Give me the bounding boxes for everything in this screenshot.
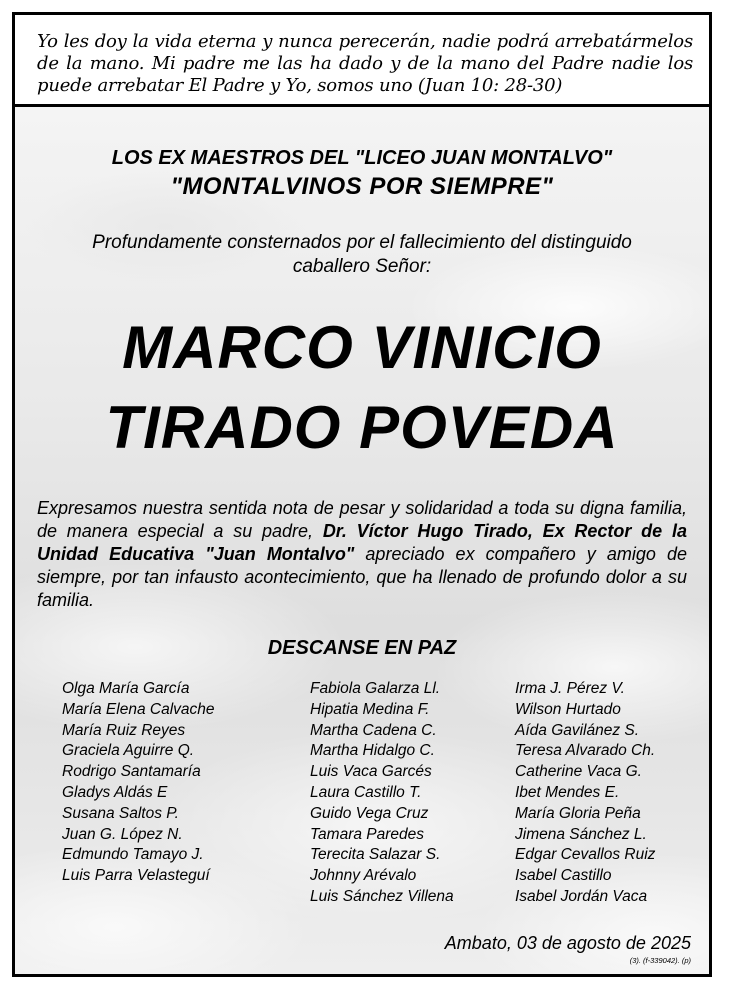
- intro-text: Profundamente consternados por el fallecimiento del distinguido caballero Señor:: [92, 232, 632, 277]
- signer: Martha Hidalgo C.: [310, 742, 435, 760]
- signer: Catherine Vaca G.: [515, 763, 642, 781]
- signer: Edgar Cevallos Ruiz: [515, 846, 656, 864]
- place-and-date: Ambato, 03 de agosto de 2025: [444, 933, 691, 953]
- signer: Jimena Sánchez L.: [515, 825, 647, 843]
- signer: María Gloria Peña: [515, 804, 641, 822]
- signer: Wilson Hurtado: [515, 700, 621, 718]
- obituary-notice: [12, 12, 712, 977]
- signer: María Elena Calvache: [62, 700, 215, 718]
- signer: Johnny Arévalo: [310, 867, 417, 885]
- deceased-first-names: MARCO VINICIO: [122, 314, 602, 381]
- organization-motto: "MONTALVINOS POR SIEMPRE": [170, 173, 554, 200]
- message-part2: apreciado ex compañero y amigo de siempre, por tan infausto acontecimiento, que ha llenado de profundo dolor a su familia.: [37, 544, 687, 610]
- signer: Luis Sánchez Villena: [310, 887, 454, 905]
- signer: Aída Gavilánez S.: [515, 721, 640, 739]
- signer: Juan G. López N.: [62, 825, 183, 843]
- signer: Isabel Castillo: [515, 867, 612, 885]
- signer: Isabel Jordán Vaca: [515, 887, 648, 905]
- condolence-message: [37, 497, 687, 612]
- rest-in-peace: DESCANSE EN PAZ: [267, 637, 457, 659]
- bible-quote: [15, 15, 709, 107]
- bible-quote-text: Yo les doy la vida eterna y nunca perecerán, nadie podrá arrebatármelos de la mano. Mi padre me las ha dado y de la mano del Padre nadie los puede arrebatar El Padre y Yo, somos uno (Juan 10: 28-30): [37, 31, 693, 96]
- deceased-surnames: TIRADO POVEDA: [105, 394, 619, 461]
- signer: Guido Vega Cruz: [310, 804, 429, 822]
- signer: Teresa Alvarado Ch.: [515, 742, 656, 760]
- signer: Hipatia Medina F.: [310, 700, 430, 718]
- signer: Martha Cadena C.: [310, 721, 437, 739]
- signer: Edmundo Tamayo J.: [62, 846, 204, 864]
- signer: Fabiola Galarza Ll.: [310, 680, 441, 697]
- notice-body: [15, 107, 709, 974]
- signer: Terecita Salazar S.: [310, 846, 441, 864]
- signer: María Ruiz Reyes: [62, 721, 186, 739]
- signer: Tamara Paredes: [310, 825, 425, 843]
- signer: Luis Parra Velasteguí: [62, 867, 210, 885]
- message-bold: Dr. Víctor Hugo Tirado, Ex Rector de la Unidad Educativa "Juan Montalvo": [37, 521, 687, 564]
- signers-column-1: [62, 679, 215, 887]
- signer: Graciela Aguirre Q.: [62, 742, 195, 760]
- signer: Gladys Aldás E: [62, 783, 168, 801]
- signer: Luis Vaca Garcés: [310, 763, 432, 781]
- signers-column-2: [310, 679, 454, 908]
- signer: Rodrigo Santamaría: [62, 763, 201, 781]
- signer: Ibet Mendes E.: [515, 783, 620, 801]
- signer: Irma J. Pérez V.: [515, 680, 625, 697]
- publication-code: (3). (f-339042). (p): [629, 956, 691, 965]
- signer: Olga María García: [62, 680, 190, 697]
- signer: Susana Saltos P.: [62, 804, 179, 822]
- message-part1: Expresamos nuestra sentida nota de pesar y solidaridad a toda su digna familia, de manera especial a su padre,: [37, 498, 687, 541]
- signer: Laura Castillo T.: [310, 783, 422, 801]
- signers-column-3: [515, 679, 655, 908]
- organization-title: LOS EX MAESTROS DEL "LICEO JUAN MONTALVO": [111, 147, 613, 169]
